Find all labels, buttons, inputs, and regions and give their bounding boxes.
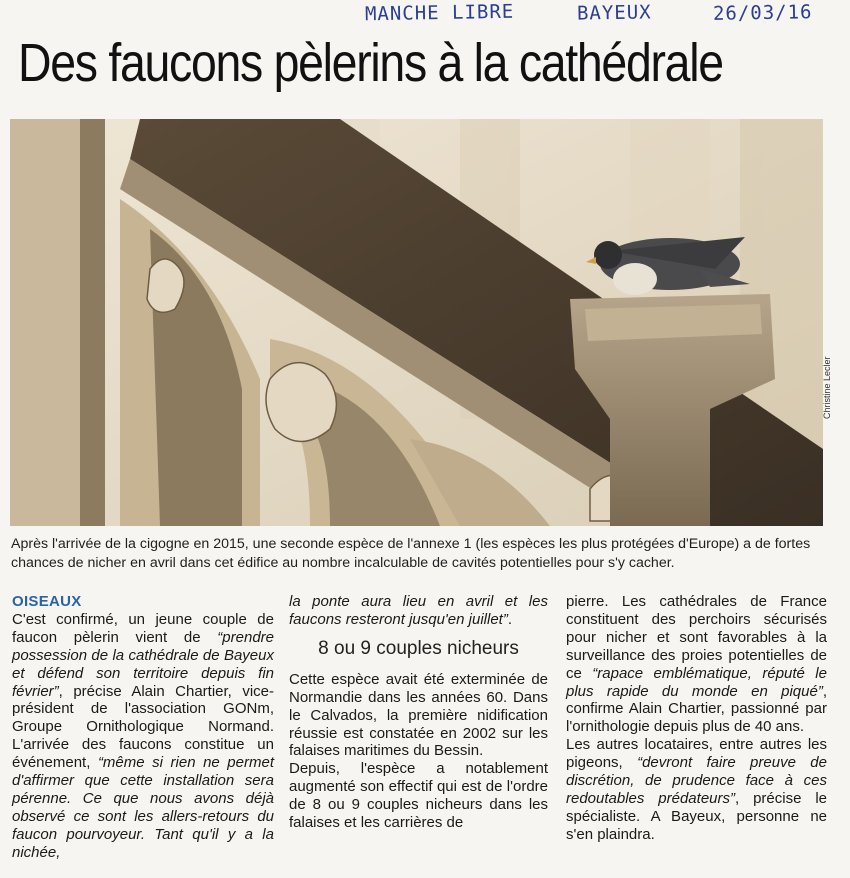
- col2-text-1: .: [507, 610, 512, 628]
- annotation-city: BAYEUX: [576, 1, 652, 25]
- section-kicker: OISEAUX: [12, 593, 82, 610]
- handwritten-annotation: [365, 2, 845, 30]
- annotation-date: 26/03/16: [712, 1, 813, 25]
- col2-quote-1: la ponte aura lieu en avril et les faucons resteront jusqu'en juillet”: [289, 593, 548, 628]
- photo-illustration: [10, 119, 823, 526]
- article-column-1: [12, 593, 274, 862]
- col1-quote-1: “prendre possession de la cathédrale de Bayeux et défend son territoire depuis fin février”: [12, 628, 274, 700]
- cathedral-falcon-photo: [10, 119, 823, 526]
- article-column-2: [289, 593, 548, 832]
- col3-text-1: pierre. Les cathédrales de France constituent des perchoirs sécurisés pour nicher et sont favorables à la surveillance des proies potentielles de ce: [566, 593, 827, 682]
- col3-quote-1: “rapace emblématique, réputé le plus rapide du monde en piqué”: [566, 664, 827, 700]
- annotation-publication: MANCHE LIBRE: [364, 0, 515, 26]
- col3-text-4: , précise le spécialiste. A Bayeux, personne ne s'en plaindra.: [566, 789, 827, 843]
- article-column-3: [566, 593, 827, 844]
- photo-credit: Christine Lecler: [822, 356, 832, 419]
- col1-text-1: C'est confirmé, un jeune couple de faucon pèlerin vient de: [12, 610, 274, 646]
- col3-quote-2: “devront faire preuve de discrétion, de prudence face à ces redoutables prédateurs”: [566, 754, 827, 807]
- col1-text-2: , précise Alain Chartier, vice-président de l'association GONm, Groupe Ornithologique Normand. L'arrivée des faucons constitue un événement,: [12, 682, 274, 772]
- subheading: 8 ou 9 couples nicheurs: [318, 637, 519, 659]
- col3-text-2: , confirme Alain Chartier, passionné par l'ornithologie depuis plus de 40 ans.: [566, 682, 827, 736]
- col2-paragraph-1: Cette espèce avait été exterminée de Normandie dans les années 60. Dans le Calvados, la première nidification réussie est constatée en 2002 sur les falaises maritimes du Bessin.: [289, 670, 548, 760]
- headline: Des faucons pèlerins à la cathédrale: [18, 33, 723, 93]
- col3-text-3: Les autres locataires, entre autres les pigeons,: [566, 736, 827, 772]
- col1-quote-2: “même si rien ne permet d'affirmer que cette installation sera pérenne. Ce que nous avons déjà observé ce sont les allers-retours du faucon pourvoyeur. Tant qu'il y a la nichée,: [12, 754, 274, 861]
- col2-paragraph-2: Depuis, l'espèce a notablement augmenté son effectif qui est de l'ordre de 8 ou 9 couples nicheurs dans les falaises et les carrières de: [289, 760, 548, 832]
- photo-caption: Après l'arrivée de la cigogne en 2015, une seconde espèce de l'annexe 1 (les espèces les plus protégées d'Europe) a de fortes chances de nicher en avril dans cet édifice au nombre incalculable de cavités potentielles pour s'y cacher.: [11, 536, 811, 571]
